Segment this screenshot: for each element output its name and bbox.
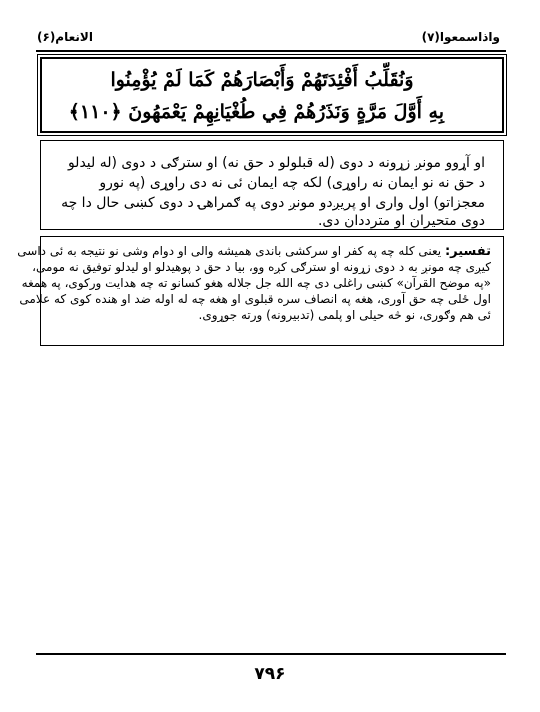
translation-line-4: دوی متحیران او مترددان دی. xyxy=(317,213,485,229)
translation-line-1: او آړوو مونږ زړونه د دوی (له قبلولو د حق نه) او سترګی د دوی (له لیدلو xyxy=(67,155,485,171)
translation-line-3: معجزاتو) اول واری او پریږدو مونږ دوی په ګمراهۍ د دوی کښی حال دا چه xyxy=(61,195,485,211)
tafseer-line-1 xyxy=(17,243,491,260)
footer-rule xyxy=(36,653,506,655)
header-surah-title: الانعام(۶) xyxy=(37,30,93,44)
header-rule xyxy=(36,50,506,52)
tafseer-line-4: اول ځلی چه حق آوری، هغه په انصاف سره قبلوی او هغه چه له اوله ضد او هنده کوی که علامی xyxy=(19,292,491,306)
tafseer-box xyxy=(17,236,504,346)
header-juz-title: واذاسمعوا(۷) xyxy=(421,30,500,44)
page-number: ۷۹۶ xyxy=(254,664,286,684)
tafseer-label: تفسیر: xyxy=(444,244,491,259)
translation-line-2: د حق نه نو ایمان نه راوړی) لکه چه ایمان ئی نه دی راوړی (په نورو xyxy=(99,175,485,191)
translation-box xyxy=(40,140,504,230)
verse-line-2: بِهِ أَوَّلَ مَرَّةٍ وَنَذَرُهُمْ فِي طُغْيَانِهِمْ يَعْمَهُونَ ﴿۱۱۰﴾ xyxy=(68,101,444,123)
tafseer-line-1-text: یعنی کله چه په کفر او سرکشی باندی همیشه والی او دوام وشی نو نتیجه به ئی داسی xyxy=(17,244,442,258)
tafseer-line-5: ئی هم وګوری، نو څه حیلی او پلمی (تدبیرونه) ورته جوړوی. xyxy=(198,308,491,322)
tafseer-line-3: «په موضح القرآن» کښی راغلی دی چه الله جل جلاله هغو کسانو ته چه هدایت ورکوی، په همغه xyxy=(21,276,491,290)
tafseer-line-2: کیږی چه مونږ به د دوی زړونه او سترګی کږه وو، بیا د حق د پوهیدلو او لیدلو توفیق نه مومی، xyxy=(32,260,491,274)
verse-line-1: وَنُقَلِّبُ أَفْئِدَتَهُمْ وَأَبْصَارَهُمْ كَمَا لَمْ يُؤْمِنُوا xyxy=(110,69,414,91)
verse-box xyxy=(40,57,504,133)
